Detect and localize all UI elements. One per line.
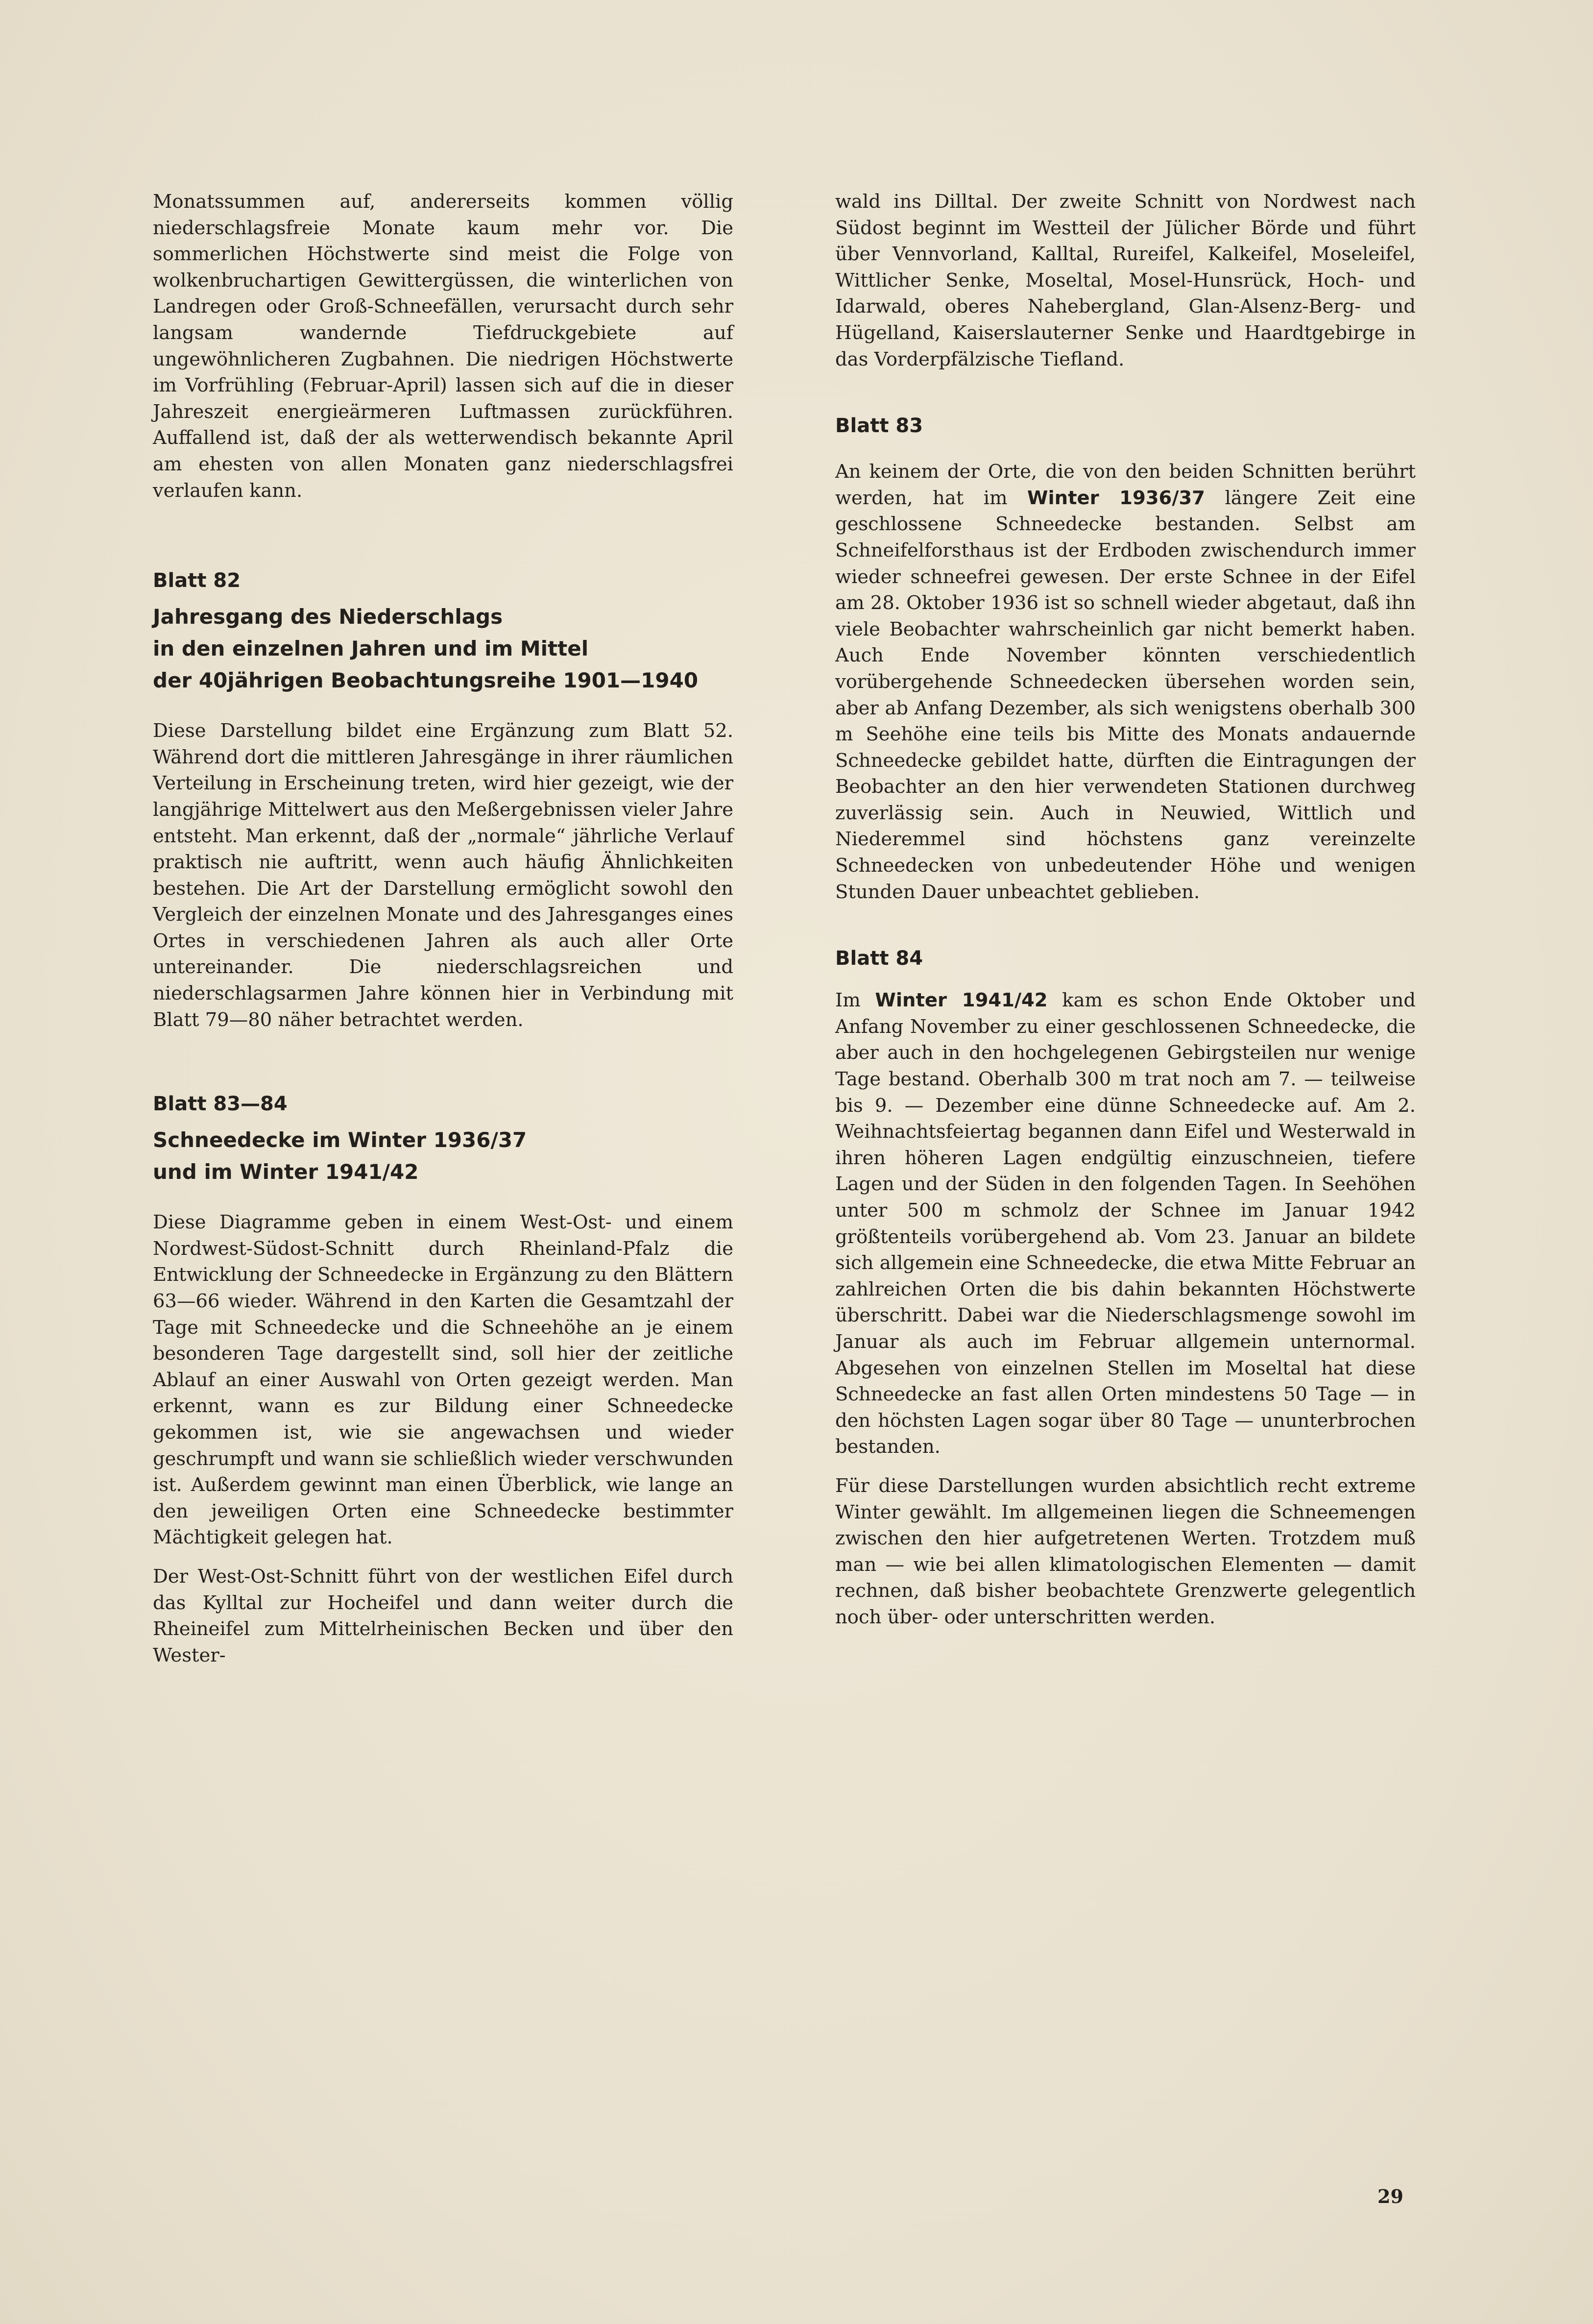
blatt-84-winter: Winter 1941/42 [875,989,1048,1012]
blatt-84-label: Blatt 84 [835,947,923,970]
blatt-82-label: Blatt 82 [153,569,241,592]
blatt-84-text: kam es schon Ende Oktober und Anfang November zu einer geschlossenen Schneedecke, die aber auch in den hochgelegenen Gebirgsteilen nur wenige Tage bestand. Oberhalb 300 m trat noch am 7. — teilweise bis 9. — Dezember eine dünne Schneedecke auf. Am 2. Weihnachtsfeiertag begannen dann Eifel und Westerwald in ihren höheren Lagen endgültig einzuschneien, tiefere Lagen und der Süden in den folgenden Tagen. In Seehöhen unter 500 m schmolz der Schnee im Januar 1942 größtenteils vorübergehend ab. Vom 23. Januar an bildete sich allgemein eine Schneedecke, die etwa Mitte Februar an zahlreichen Orten die bis dahin bekannten Höchstwerte überschritt. Dabei war die Niederschlagsmenge sowohl im Januar als auch im Februar allgemein unternormal. Abgesehen von einzelnen Stellen im Moseltal hat diese Schneedecke an fast allen Orten mindestens 50 Tage — in den höchsten Lagen sogar über 80 Tage — ununterbrochen bestanden. [835,989,1416,1458]
blatt-84-paragraph [835,987,1416,1460]
blatt-83-84-paragraph: Der West-Ost-Schnitt führt von der westlichen Eifel durch das Kylltal zur Hocheifel und dann weiter durch die Rheineifel zum Mittelrheinischen Becken und über den Wester- [153,1565,733,1666]
intro-paragraph: Monatssummen auf, andererseits kommen völlig niederschlagsfreie Monate kaum mehr vor. Die sommerlichen Höchstwerte sind meist die Folge von wolkenbruchartigen Gewittergüssen, die winterlichen von Landregen oder Groß-Schneefällen, verursacht durch sehr langsam wandernde Tiefdruckgebiete auf ungewöhnlicheren Zugbahnen. Die niedrigen Höchstwerte im Vorfrühling (Februar-April) lassen sich auf die in dieser Jahreszeit energieärmeren Luftmassen zurückführen. Auffallend ist, daß der als wetterwendisch bekannte April am ehesten von allen Monaten ganz niederschlagsfrei verlaufen kann. [153,191,733,502]
blatt-83-84-title-line: und im Winter 1941/42 [153,1160,419,1184]
blatt-82-title [153,601,733,696]
blatt-82-title-line: in den einzelnen Jahren und im Mittel [153,636,589,661]
blatt-82-title-line: der 40jährigen Beobachtungsreihe 1901—1940 [153,668,699,693]
blatt-83-label: Blatt 83 [835,415,923,438]
blatt-83-text: An keinem der Orte, die von den beiden Schnitten berührt werden, hat im [835,461,1416,509]
closing-paragraph: Für diese Darstellungen wurden absichtlich recht extreme Winter gewählt. Im allgemeinen liegen die Schneemengen zwischen den hier aufgetretenen Werten. Trotzdem muß man — wie bei allen klimatologischen Elementen — damit rechnen, daß bisher beobachtete Grenzwerte gelegentlich noch über- oder unterschritten werden. [835,1474,1416,1628]
page-number: 29 [1377,2185,1403,2207]
continuation-paragraph: wald ins Dilltal. Der zweite Schnitt von Nordwest nach Südost beginnt im Westteil der Jülicher Börde und führt über Vennvorland, Kalltal, Rureifel, Kalkeifel, Moseleifel, Wittlicher Senke, Moseltal, Mosel-Hunsrück, Hoch- und Idarwald, oberes Nahebergland, Glan-Alsenz-Berg- und Hügelland, Kaiserslauterner Senke und Haardtgebirge in das Vorderpfälzische Tiefland. [835,191,1416,370]
right-column [835,189,1416,1631]
blatt-83-84-paragraph: Diese Diagramme geben in einem West-Ost- und einem Nordwest-Südost-Schnitt durch Rheinland-Pfalz die Entwicklung der Schneedecke in Ergänzung zu den Blättern 63—66 wieder. Während in den Karten die Gesamtzahl der Tage mit Schneedecke und die Schneehöhe an je einem besonderen Tage dargestellt sind, soll hier der zeitliche Ablauf an einer Auswahl von Orten gezeigt werden. Man erkennt, wann es zur Bildung einer Schneedecke gekommen ist, wie sie angewachsen und wieder geschrumpft und wann sie schließlich wieder verschwunden ist. Außerdem gewinnt man einen Überblick, wie lange an den jeweiligen Orten eine Schneedecke bestimmter Mächtigkeit gelegen hat. [153,1211,733,1549]
blatt-83-winter: Winter 1936/37 [1027,487,1205,509]
blatt-82-title-line: Jahresgang des Niederschlags [153,605,503,629]
blatt-83-paragraph [835,459,1416,905]
blatt-83-84-label: Blatt 83—84 [153,1093,288,1116]
blatt-83-text: längere Zeit eine geschlossene Schneedecke bestanden. Selbst am Schneifelforsthaus ist der Erdboden zwischendurch immer wieder schneefrei gewesen. Der erste Schnee in der Eifel am 28. Oktober 1936 ist so schnell wieder abgetaut, daß ihn viele Beobachter wahrscheinlich gar nicht bemerkt haben. Auch Ende November könnten verschiedentlich vorübergehende Schneedecken übersehen worden sein, aber ab Anfang Dezember, als sich wenigstens oberhalb 300 m Seehöhe eine teils bis Mitte des Monats andauernde Schneedecke gebildet hatte, dürften die Eintragungen der Beobachter an den hier verwendeten Stationen durchweg zuverlässig sein. Auch in Neuwied, Wittlich und Niederemmel sind höchstens ganz vereinzelte Schneedecken von unbedeutender Höhe und wenigen Stunden Dauer unbeachtet geblieben. [835,487,1416,903]
left-column [153,189,733,1668]
blatt-83-84-title [153,1124,733,1188]
blatt-83-84-title-line: Schneedecke im Winter 1936/37 [153,1128,527,1152]
blatt-82-paragraph: Diese Darstellung bildet eine Ergänzung zum Blatt 52. Während dort die mittleren Jahresgänge in ihrer räumlichen Verteilung in Erscheinung treten, wird hier gezeigt, wie der langjährige Mittelwert aus den Meßergebnissen vieler Jahre entsteht. Man erkennt, daß der „normale“ jährliche Verlauf praktisch nie auftritt, wenn auch häufig Ähnlichkeiten bestehen. Die Art der Darstellung ermöglicht sowohl den Vergleich der einzelnen Monate und des Jahresganges eines Ortes in verschiedenen Jahren als auch aller Orte untereinander. Die niederschlagsreichen und niederschlagsarmen Jahre können hier in Verbindung mit Blatt 79—80 näher betrachtet werden. [153,720,733,1031]
blatt-84-text: Im [835,989,861,1012]
